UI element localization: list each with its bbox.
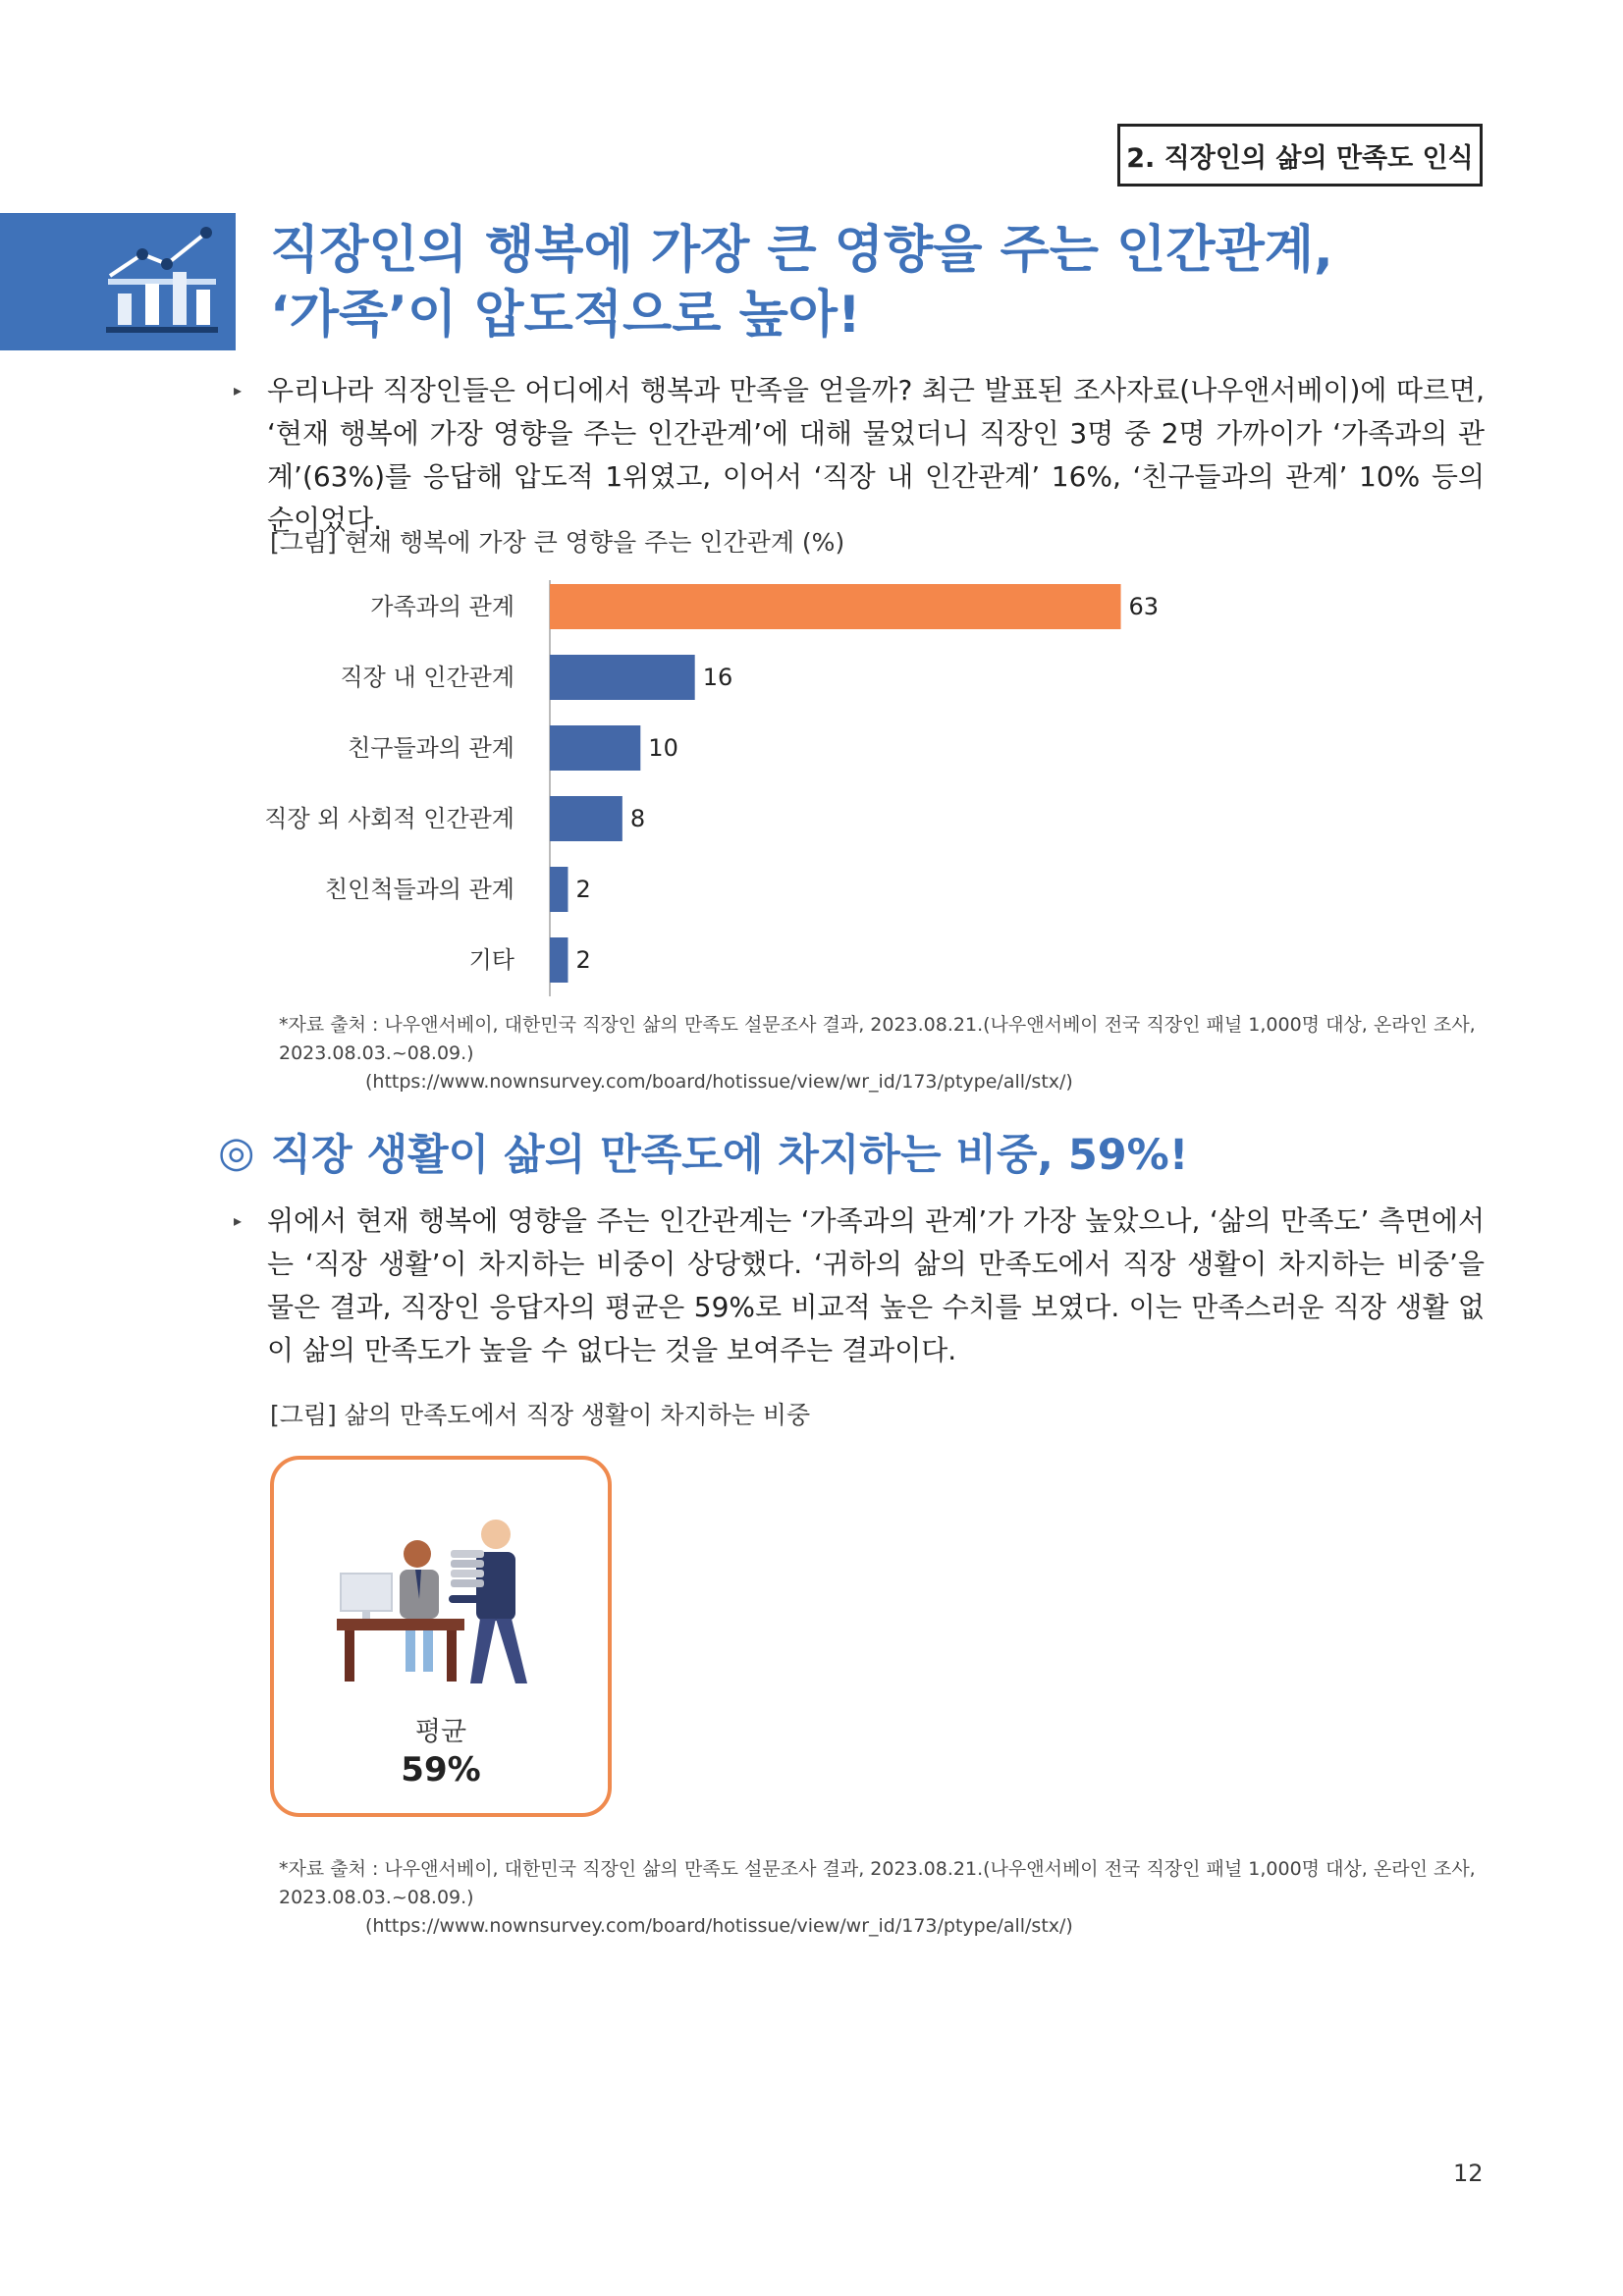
header-band bbox=[0, 213, 236, 350]
source-2-line-1: *자료 출처 : 나우앤서베이, 대한민국 직장인 삶의 만족도 설문조사 결과, 2023.08.21.(나우앤서베이 전국 직장인 패널 1,000명 대상, 온라인 조사, 2023.08.03.~08.09.) bbox=[279, 1858, 1476, 1908]
data-label: 63 bbox=[1128, 593, 1160, 620]
bullet-icon: ▸ bbox=[234, 1211, 243, 1230]
source-1-line-2: (https://www.nownsurvey.com/board/hotissue/view/wr_id/173/ptype/all/stx/) bbox=[365, 1071, 1073, 1093]
page-number: 12 bbox=[1453, 2160, 1484, 2187]
paragraph-1 bbox=[234, 369, 1485, 542]
headline-line-1: 직장인의 행복에 가장 큰 영향을 주는 인간관계, bbox=[270, 221, 1333, 280]
relationship-bar-chart bbox=[236, 574, 1217, 996]
double-circle-icon: ◎ bbox=[218, 1127, 255, 1177]
bar bbox=[550, 867, 568, 912]
category-label: 직장 외 사회적 인간관계 bbox=[264, 805, 514, 832]
average-label: 평균 bbox=[414, 1717, 467, 1747]
sub-headline bbox=[218, 1122, 1494, 1182]
bar bbox=[550, 655, 695, 700]
average-value: 59% bbox=[401, 1750, 481, 1789]
paragraph-2 bbox=[234, 1200, 1485, 1372]
bullet-icon: ▸ bbox=[234, 381, 243, 400]
paragraph-2-text: 위에서 현재 행복에 영향을 주는 인간관계는 ‘가족과의 관계’가 가장 높았으나, ‘삶의 만족도’ 측면에서는 ‘직장 생활’이 차지하는 비중이 상당했다. ‘귀하의 삶의 만족도에서 직장 생활이 차지하는 비중’을 물은 결과, 직장인 응답자의 평균은 59%로 비교적 높은 수치를 보였다. 이는 만족스러운 직장 생활 없이 삶의 만족도가 높을 수 없다는 것을 보여주는 결과이다. bbox=[267, 1204, 1485, 1366]
section-tag: 2. 직장인의 삶의 만족도 인식 bbox=[1117, 124, 1483, 187]
figure-1-caption: [그림] 현재 행복에 가장 큰 영향을 주는 인간관계 (%) bbox=[270, 528, 845, 557]
office-chart-icon bbox=[98, 225, 226, 341]
source-2-line-2: (https://www.nownsurvey.com/board/hotissue/view/wr_id/173/ptype/all/stx/) bbox=[365, 1915, 1073, 1937]
data-label: 2 bbox=[575, 946, 591, 974]
office-workers-icon bbox=[327, 1501, 557, 1697]
source-note-1 bbox=[279, 1011, 1506, 1096]
data-label: 10 bbox=[648, 734, 678, 762]
bar bbox=[550, 725, 640, 771]
page-headline bbox=[270, 218, 1566, 347]
source-1-line-1: *자료 출처 : 나우앤서베이, 대한민국 직장인 삶의 만족도 설문조사 결과, 2023.08.21.(나우앤서베이 전국 직장인 패널 1,000명 대상, 온라인 조사, 2023.08.03.~08.09.) bbox=[279, 1014, 1476, 1064]
headline-line-2: ‘가족’이 압도적으로 높아! bbox=[270, 286, 861, 345]
data-label: 8 bbox=[629, 805, 646, 832]
data-label: 16 bbox=[702, 664, 733, 691]
bar-chart-svg bbox=[236, 574, 1217, 996]
bar bbox=[550, 584, 1121, 629]
bar bbox=[550, 796, 622, 841]
source-note-2 bbox=[279, 1855, 1506, 1941]
sub-headline-text: 직장 생활이 삶의 만족도에 차지하는 비중, 59%! bbox=[270, 1131, 1189, 1180]
data-label: 2 bbox=[575, 876, 591, 903]
average-card bbox=[270, 1456, 612, 1817]
category-label: 가족과의 관계 bbox=[370, 593, 514, 620]
category-label: 친인척들과의 관계 bbox=[324, 876, 514, 903]
bar bbox=[550, 937, 568, 983]
category-label: 친구들과의 관계 bbox=[348, 734, 514, 762]
category-label: 직장 내 인간관계 bbox=[340, 664, 514, 691]
figure-2-caption: [그림] 삶의 만족도에서 직장 생활이 차지하는 비중 bbox=[270, 1401, 811, 1429]
paragraph-1-text: 우리나라 직장인들은 어디에서 행복과 만족을 얻을까? 최근 발표된 조사자료(나우앤서베이)에 따르면, ‘현재 행복에 가장 영향을 주는 인간관계’에 대해 물었더니 직장인 3명 중 2명 가까이가 ‘가족과의 관계’(63%)를 응답해 압도적 1위였고, 이어서 ‘직장 내 인간관계’ 16%, ‘친구들과의 관계’ 10% 등의 순이었다. bbox=[267, 374, 1485, 536]
category-label: 기타 bbox=[468, 946, 514, 974]
